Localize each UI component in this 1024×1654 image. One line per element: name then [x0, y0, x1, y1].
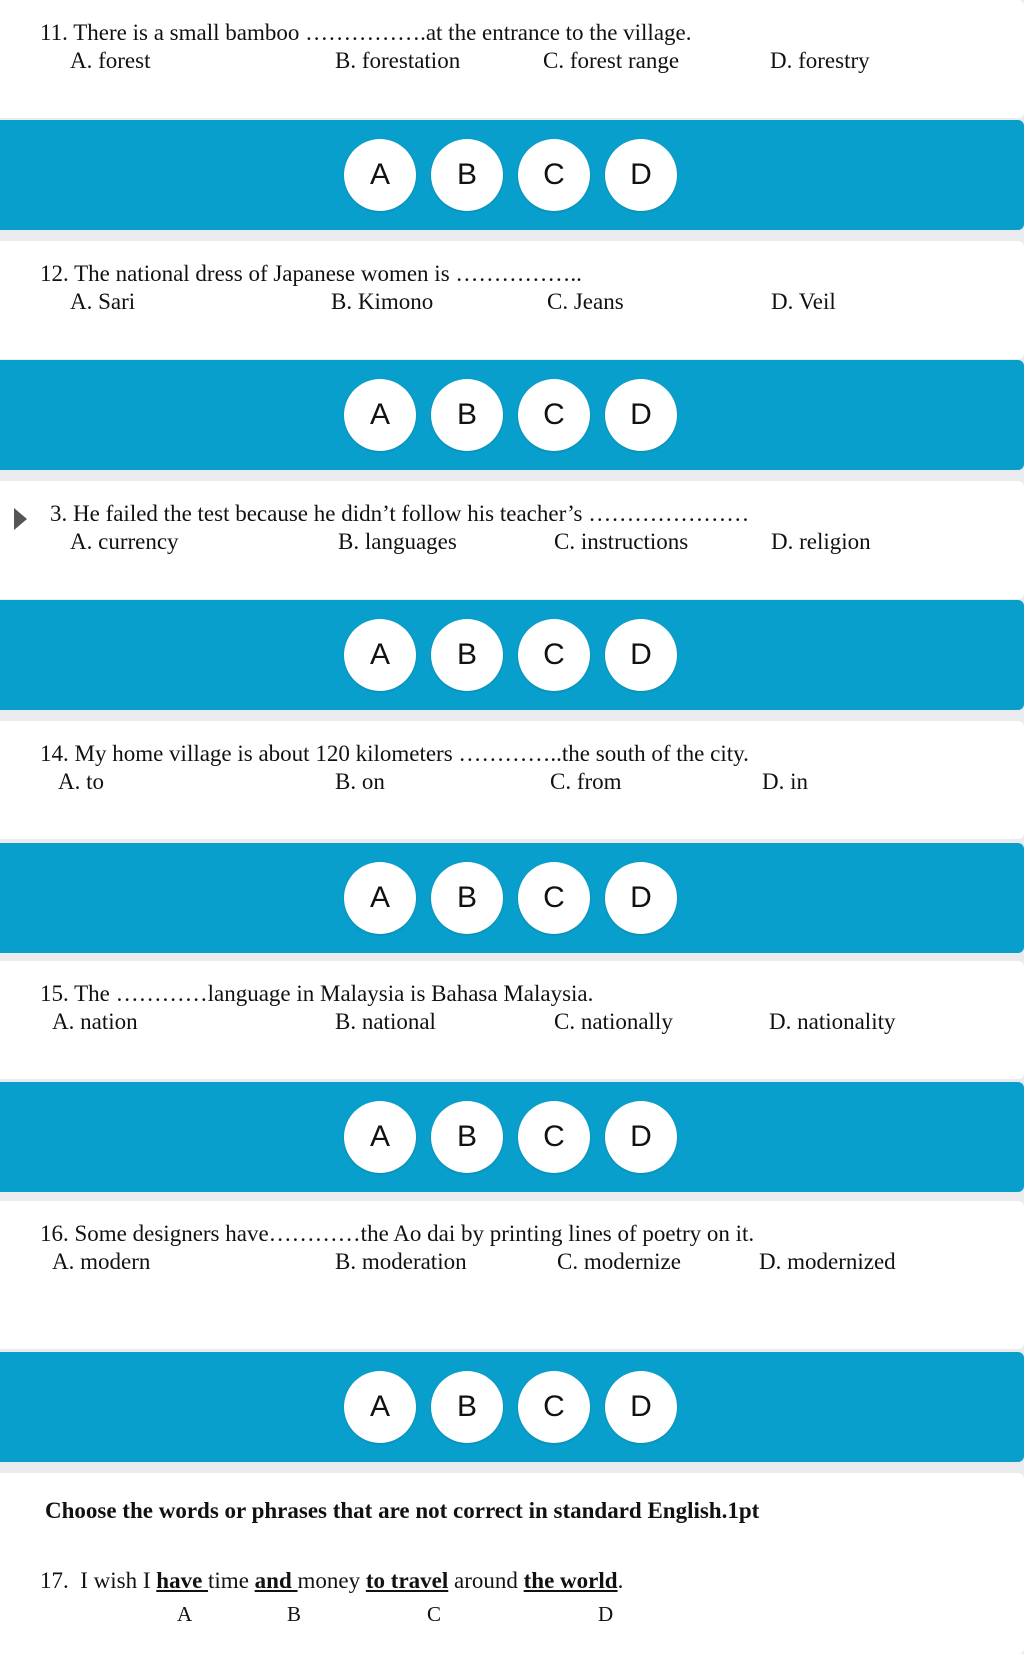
answer-c-button[interactable]: C [518, 379, 590, 451]
answer-b-button[interactable]: B [431, 139, 503, 211]
answer-b-button[interactable]: B [431, 1101, 503, 1173]
underlined-phrase-a: have [156, 1568, 209, 1593]
answer-bar-15 [0, 1082, 1024, 1192]
question-text: 16. Some designers have…………the Ao dai by printing lines of poetry on it. [40, 1221, 755, 1246]
answer-d-button[interactable]: D [605, 139, 677, 211]
option-a: A. currency [70, 529, 179, 554]
label-a: A [177, 1602, 193, 1626]
option-b: B. Kimono [331, 289, 434, 314]
question-card-15 [0, 961, 1024, 1079]
option-a: A. to [58, 769, 104, 794]
question-text: 12. The national dress of Japanese women is …………….. [40, 261, 582, 286]
answer-b-button[interactable]: B [431, 1371, 503, 1443]
section-instruction: Choose the words or phrases that are not correct in standard English.1pt [45, 1498, 760, 1523]
answer-c-button[interactable]: C [518, 1371, 590, 1443]
sentence-part: around [448, 1568, 524, 1593]
question-text: 14. My home village is about 120 kilometers …………..the south of the city. [40, 741, 749, 766]
answer-d-button[interactable]: D [605, 1101, 677, 1173]
question-text: 11. There is a small bamboo …………….at the entrance to the village. [40, 20, 692, 45]
answer-d-button[interactable]: D [605, 379, 677, 451]
underlined-phrase-d: the world [523, 1568, 618, 1593]
underlined-phrase-c: to travel [365, 1568, 449, 1593]
question-card-12 [0, 241, 1024, 359]
answer-a-button[interactable]: A [344, 619, 416, 691]
answer-bar-14 [0, 843, 1024, 953]
option-c: C. nationally [554, 1009, 673, 1034]
label-d: D [598, 1602, 614, 1626]
question-card-16 [0, 1201, 1024, 1349]
question-text: 3. He failed the test because he didn’t follow his teacher’s ………………… [50, 501, 750, 526]
label-b: B [287, 1602, 302, 1626]
option-b: B. languages [338, 529, 457, 554]
answer-a-button[interactable]: A [344, 862, 416, 934]
answer-bar-12 [0, 360, 1024, 470]
answer-a-button[interactable]: A [344, 1371, 416, 1443]
answer-a-button[interactable]: A [344, 379, 416, 451]
answer-c-button[interactable]: C [518, 619, 590, 691]
sentence-part: I wish I [80, 1568, 157, 1593]
question-17-text [40, 1568, 623, 1594]
answer-a-button[interactable]: A [344, 1101, 416, 1173]
answer-d-button[interactable]: D [605, 1371, 677, 1443]
answer-b-button[interactable]: B [431, 862, 503, 934]
option-d: D. forestry [770, 48, 870, 73]
option-c: C. from [550, 769, 622, 794]
answer-c-button[interactable]: C [518, 139, 590, 211]
option-c: C. Jeans [547, 289, 624, 314]
option-c: C. modernize [557, 1249, 681, 1274]
option-d: D. religion [771, 529, 871, 554]
option-d: D. Veil [771, 289, 836, 314]
question-card-11 [0, 0, 1024, 118]
question-number: 17. [40, 1568, 69, 1593]
answer-bar-13 [0, 600, 1024, 710]
answer-d-button[interactable]: D [605, 862, 677, 934]
option-c: C. forest range [543, 48, 680, 73]
sentence-part: money [297, 1568, 366, 1593]
option-a: A. forest [70, 48, 151, 73]
answer-a-button[interactable]: A [344, 139, 416, 211]
underlined-phrase-b: and [254, 1568, 298, 1593]
answer-bar-11 [0, 120, 1024, 230]
option-a: A. Sari [70, 289, 136, 314]
option-c: C. instructions [554, 529, 689, 554]
question-card-14 [0, 721, 1024, 839]
option-a: A. nation [52, 1009, 138, 1034]
answer-b-button[interactable]: B [431, 379, 503, 451]
sentence-part: time [208, 1568, 255, 1593]
option-b: B. on [335, 769, 385, 794]
option-d: D. nationality [769, 1009, 896, 1034]
sentence-part: . [617, 1568, 624, 1593]
answer-bar-16 [0, 1352, 1024, 1462]
question-text: 15. The …………language in Malaysia is Bahasa Malaysia. [40, 981, 594, 1006]
answer-d-button[interactable]: D [605, 619, 677, 691]
option-d: D. in [762, 769, 808, 794]
answer-c-button[interactable]: C [518, 1101, 590, 1173]
option-b: B. national [335, 1009, 436, 1034]
question-card-13 [0, 481, 1024, 599]
option-b: B. forestation [335, 48, 461, 73]
option-b: B. moderation [335, 1249, 467, 1274]
play-icon[interactable] [14, 508, 27, 530]
answer-b-button[interactable]: B [431, 619, 503, 691]
option-a: A. modern [52, 1249, 151, 1274]
option-d: D. modernized [759, 1249, 896, 1274]
label-c: C [427, 1602, 442, 1626]
answer-c-button[interactable]: C [518, 862, 590, 934]
